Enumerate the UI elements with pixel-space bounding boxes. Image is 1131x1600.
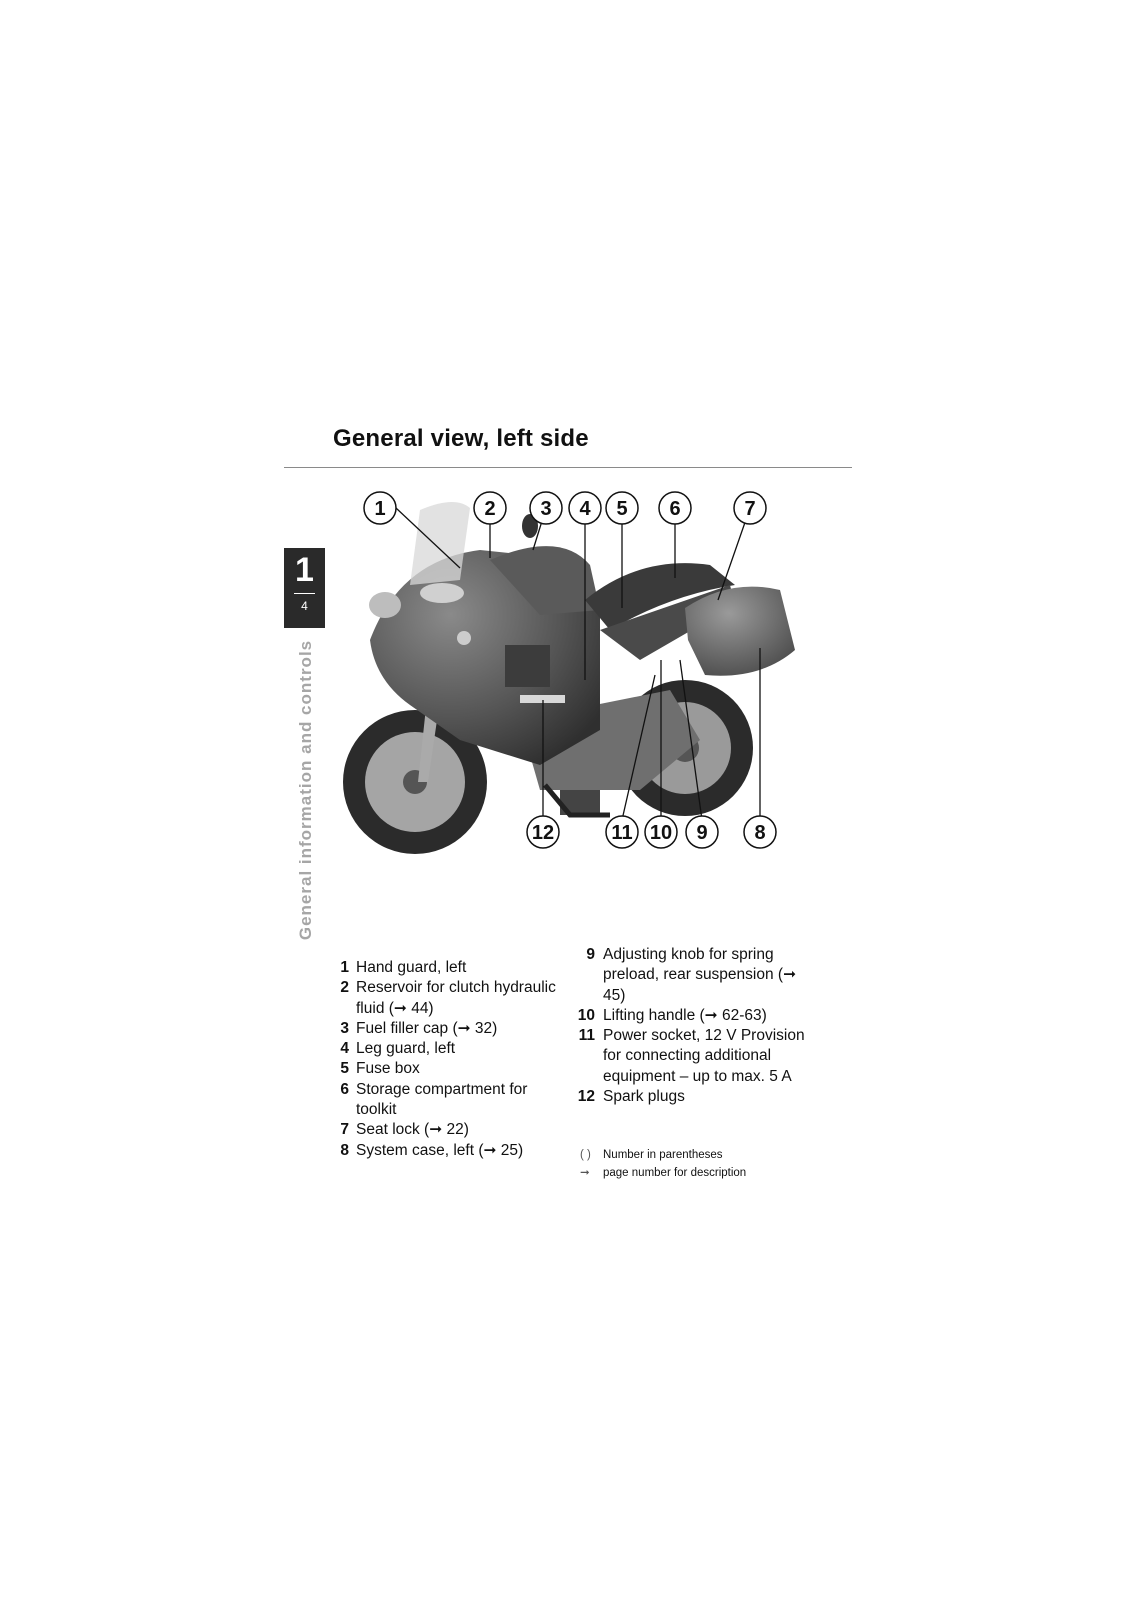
parentheses-symbol: ( ) xyxy=(580,1149,591,1161)
callout-marker-12 xyxy=(527,816,559,848)
legend-text: Spark plugs xyxy=(603,1088,685,1106)
legend-text: Storage compartment for toolkit xyxy=(356,1080,528,1119)
legend-number: 12 xyxy=(577,1088,595,1106)
legend-item xyxy=(572,1087,812,1107)
callout-marker-3 xyxy=(530,492,562,524)
page-title: General view, left side xyxy=(333,425,589,452)
callout-marker-10 xyxy=(645,816,677,848)
legend-number: 8 xyxy=(340,1141,349,1159)
section-side-label: General information and controls xyxy=(296,639,315,941)
callout-label: 2 xyxy=(484,498,496,520)
legend-number: 10 xyxy=(577,1006,595,1024)
legend-item xyxy=(572,1026,812,1087)
legend-number: 7 xyxy=(340,1121,349,1139)
legend-text: Power socket, 12 V Provision for connecting additional equipment – up to max. 5 A xyxy=(603,1027,805,1085)
legend-text: Hand guard, left xyxy=(356,959,467,976)
note-line-2: page number for description xyxy=(603,1167,747,1179)
callout-label: 9 xyxy=(696,822,708,844)
legend-item xyxy=(572,1006,812,1026)
page-number: 4 xyxy=(301,599,308,613)
legend-item xyxy=(337,1019,557,1039)
legend-text: Seat lock (➞ 22) xyxy=(356,1121,469,1139)
legend-number: 9 xyxy=(586,946,595,963)
callout-label: 7 xyxy=(744,498,756,520)
chapter-divider xyxy=(294,593,315,594)
arrow-icon: ➞ xyxy=(580,1167,590,1179)
callout-label: 5 xyxy=(616,498,628,520)
note-row xyxy=(580,1164,746,1182)
legend-item xyxy=(337,1059,557,1079)
legend-item xyxy=(572,945,812,1006)
callout-label: 4 xyxy=(579,498,591,520)
legend-item xyxy=(337,958,557,978)
legend-number: 4 xyxy=(340,1040,349,1058)
legend-item xyxy=(337,1141,557,1161)
legend-item xyxy=(337,1080,557,1121)
legend-number: 1 xyxy=(340,959,349,976)
reference-note xyxy=(580,1146,746,1182)
legend-left xyxy=(337,958,557,1161)
callout-label: 8 xyxy=(754,822,766,844)
motorcycle-illustration xyxy=(343,502,795,854)
legend-right xyxy=(572,945,812,1107)
chapter-number: 1 xyxy=(295,551,314,589)
legend-text: Reservoir for clutch hydraulic fluid (➞ 44) xyxy=(356,979,556,1017)
legend-text: Fuel filler cap (➞ 32) xyxy=(356,1019,498,1037)
note-line-1: Number in parentheses xyxy=(603,1149,723,1161)
callout-label: 1 xyxy=(374,498,386,520)
legend-item xyxy=(337,1039,557,1059)
callout-label: 12 xyxy=(531,822,555,844)
legend-text: Lifting handle (➞ 62-63) xyxy=(603,1006,767,1024)
callout-marker-5 xyxy=(606,492,638,524)
callout-marker-9 xyxy=(686,816,718,848)
legend-number: 11 xyxy=(578,1027,595,1045)
callout-marker-6 xyxy=(659,492,691,524)
legend-number: 3 xyxy=(340,1019,349,1037)
callout-marker-8 xyxy=(744,816,776,848)
legend-text: Leg guard, left xyxy=(356,1040,456,1058)
note-row xyxy=(580,1146,746,1164)
legend-number: 5 xyxy=(340,1060,349,1078)
callout-marker-4 xyxy=(569,492,601,524)
callout-marker-7 xyxy=(734,492,766,524)
chapter-tab xyxy=(284,548,325,628)
legend-number: 6 xyxy=(340,1080,349,1098)
title-divider xyxy=(284,467,852,468)
callout-label: 6 xyxy=(669,498,681,520)
legend-item xyxy=(337,978,557,1019)
legend-item xyxy=(337,1120,557,1140)
callout-label: 3 xyxy=(540,498,552,520)
callout-label: 10 xyxy=(649,822,673,844)
legend-text: System case, left (➞ 25) xyxy=(356,1141,524,1159)
legend-number: 2 xyxy=(340,979,349,997)
callout-label: 11 xyxy=(611,822,633,844)
legend-text: Fuse box xyxy=(356,1060,420,1078)
callout-marker-2 xyxy=(474,492,506,524)
callout-marker-11 xyxy=(606,816,638,848)
legend-text: Adjusting knob for spring preload, rear suspension (➞ 45) xyxy=(603,946,797,1004)
motorcycle-figure xyxy=(340,490,860,890)
callout-marker-1 xyxy=(364,492,396,524)
